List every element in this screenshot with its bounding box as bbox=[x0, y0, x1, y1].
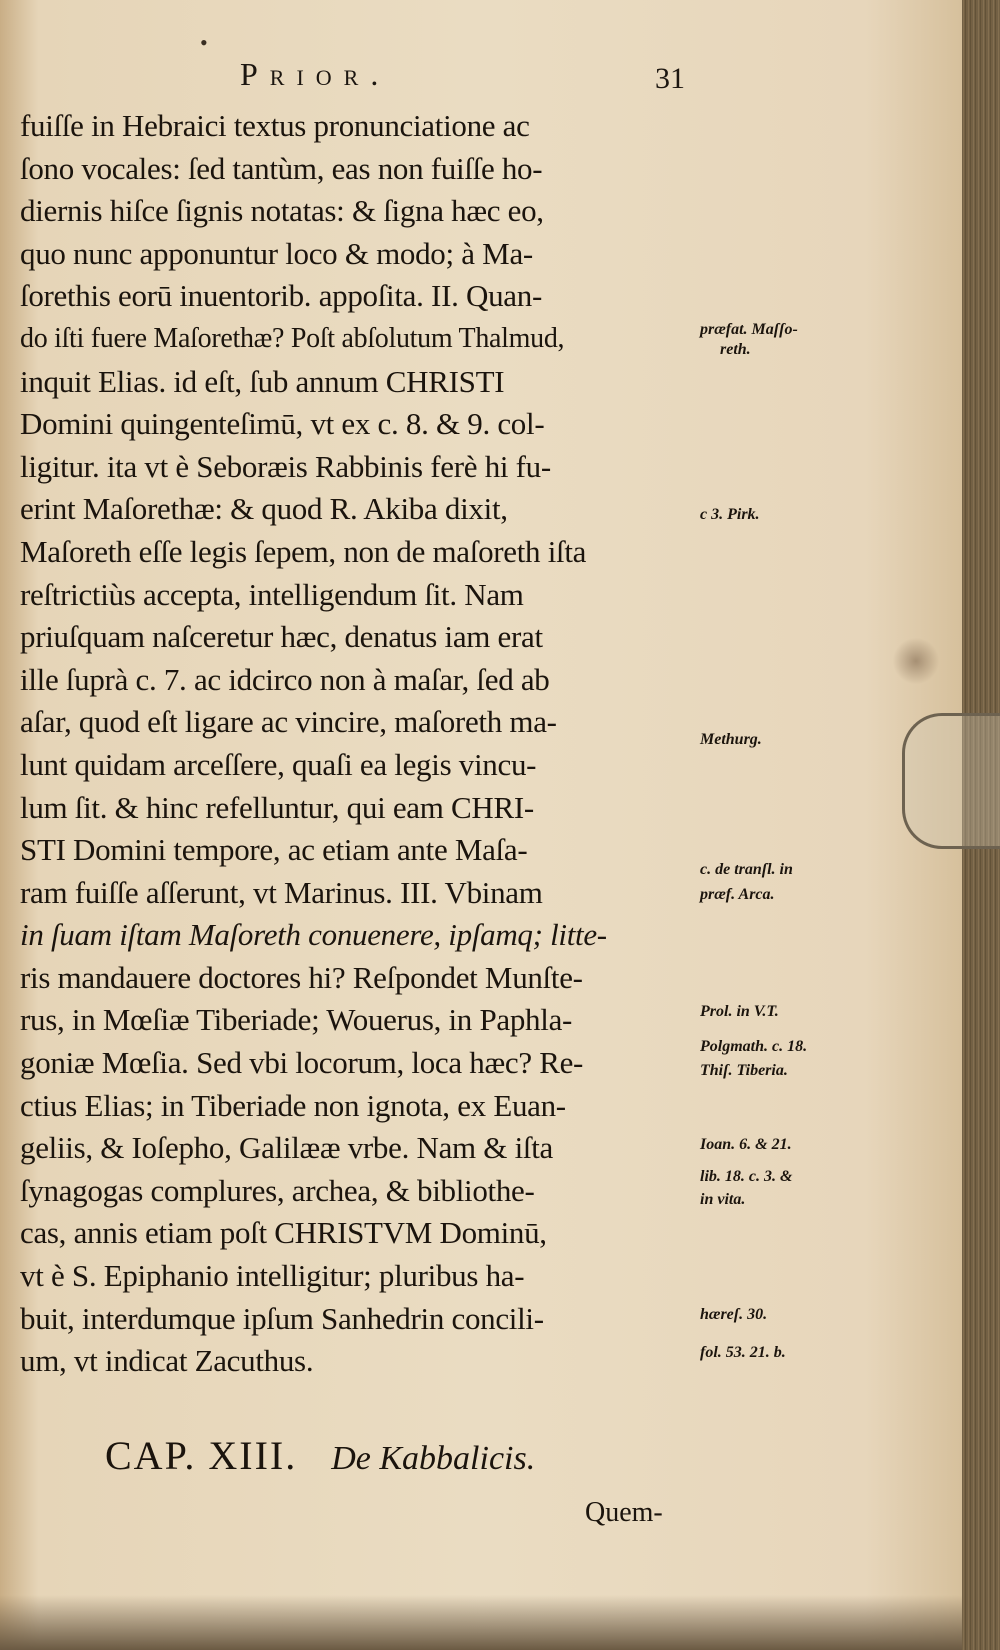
text-line: ſono vocales: ſed tantùm, eas non fuiſſe ho- bbox=[20, 150, 543, 186]
text-line: diernis hiſce ſignis notatas: & ſigna hæc eo, bbox=[20, 193, 544, 229]
text-line: do iſti fuere Maſorethæ? Poſt abſolutum Thalmud, bbox=[20, 322, 565, 354]
text-line: Maſoreth eſſe legis ſepem, non de maſoreth iſta bbox=[20, 533, 587, 569]
catchword: Quem- bbox=[585, 1497, 663, 1528]
text-line: inquit Elias. id eſt, ſub annum CHRISTI bbox=[20, 363, 505, 399]
page-header bbox=[225, 50, 685, 100]
text-line: ſynagogas complures, archea, & bibliothe- bbox=[20, 1172, 535, 1208]
page-number: 31 bbox=[655, 62, 685, 95]
margin-note: c 3. Pirk. bbox=[700, 506, 760, 523]
margin-note: fol. 53. 21. b. bbox=[700, 1344, 786, 1361]
margin-note: reth. bbox=[720, 341, 751, 358]
text-line: cas, annis etiam poſt CHRISTVM Dominū, bbox=[20, 1215, 547, 1251]
margin-note: Polgmath. c. 18. bbox=[700, 1038, 808, 1055]
ink-dot: • bbox=[200, 30, 208, 55]
running-head: Prior. bbox=[240, 56, 391, 92]
chapter-heading bbox=[105, 1432, 705, 1479]
text-line: reſtrictiùs accepta, intelligendum ſit. Nam bbox=[20, 576, 524, 612]
margin-note: c. de tranſl. in bbox=[700, 861, 793, 878]
margin-note: hæreſ. 30. bbox=[700, 1306, 768, 1323]
chapter-title: CAP. XIII. bbox=[105, 1433, 298, 1478]
text-line: buit, interdumque ipſum Sanhedrin concili- bbox=[20, 1300, 544, 1336]
paper-stain bbox=[893, 637, 939, 685]
text-line: ligitur. ita vt è Seboræis Rabbinis ferè hi fu- bbox=[20, 448, 551, 484]
margin-note: Prol. in V.T. bbox=[700, 1003, 779, 1020]
text-line: priuſquam naſceretur hæc, denatus iam erat bbox=[20, 619, 543, 655]
text-line: ris mandauere doctores hi? Reſpondet Munſte- bbox=[20, 959, 583, 995]
text-line: lunt quidam arceſſere, quaſi ea legis vincu- bbox=[20, 746, 537, 782]
text-line: erint Maſorethæ: & quod R. Akiba dixit, bbox=[20, 491, 508, 527]
text-line: STI Domini tempore, ac etiam ante Maſa- bbox=[20, 832, 528, 868]
margin-note: Methurg. bbox=[700, 731, 762, 748]
text-line: rus, in Mœſiæ Tiberiade; Wouerus, in Paphla- bbox=[20, 1002, 573, 1038]
text-line: Domini quingenteſimū, vt ex c. 8. & 9. col- bbox=[20, 406, 545, 442]
margin-note: Thiſ. Tiberia. bbox=[700, 1062, 788, 1079]
text-line: aſar, quod eſt ligare ac vincire, maſoreth ma- bbox=[20, 704, 557, 740]
margin-note: Ioan. 6. & 21. bbox=[700, 1136, 792, 1153]
margin-note: præf. Arca. bbox=[700, 886, 775, 903]
text-line: fuiſſe in Hebraici textus pronunciatione ac bbox=[20, 108, 530, 143]
body-text bbox=[20, 105, 700, 1383]
chapter-subtitle: De Kabbalicis. bbox=[331, 1440, 536, 1477]
text-line: lum ſit. & hinc refelluntur, qui eam CHRI- bbox=[20, 789, 534, 825]
margin-note: in vita. bbox=[700, 1191, 746, 1208]
margin-note: præfat. Maſſo- bbox=[700, 321, 798, 338]
text-line: geliis, & Ioſepho, Galilææ vrbe. Nam & iſta bbox=[20, 1130, 553, 1166]
text-line: goniæ Mœſia. Sed vbi locorum, loca hæc? Re- bbox=[20, 1045, 584, 1081]
text-line: ctius Elias; in Tiberiade non ignota, ex Euan- bbox=[20, 1087, 566, 1123]
text-line: ram fuiſſe aſſerunt, vt Marinus. III. Vbinam bbox=[20, 874, 543, 910]
margin-note: lib. 18. c. 3. & bbox=[700, 1168, 793, 1185]
text-line: um, vt indicat Zacuthus. bbox=[20, 1343, 314, 1379]
text-line: in ſuam iſtam Maſoreth conuenere, ipſamq; litte- bbox=[20, 917, 607, 953]
text-line: ille ſuprà c. 7. ac idcirco non à maſar, ſed ab bbox=[20, 661, 550, 697]
page-clip bbox=[902, 713, 1000, 849]
text-line: ſorethis eorū inuentorib. appoſita. II. Quan- bbox=[20, 278, 542, 314]
text-line: vt è S. Epiphanio intelligitur; pluribus ha- bbox=[20, 1258, 525, 1294]
page-bottom-shadow bbox=[0, 1595, 962, 1650]
text-line: quo nunc apponuntur loco & modo; à Ma- bbox=[20, 235, 533, 271]
